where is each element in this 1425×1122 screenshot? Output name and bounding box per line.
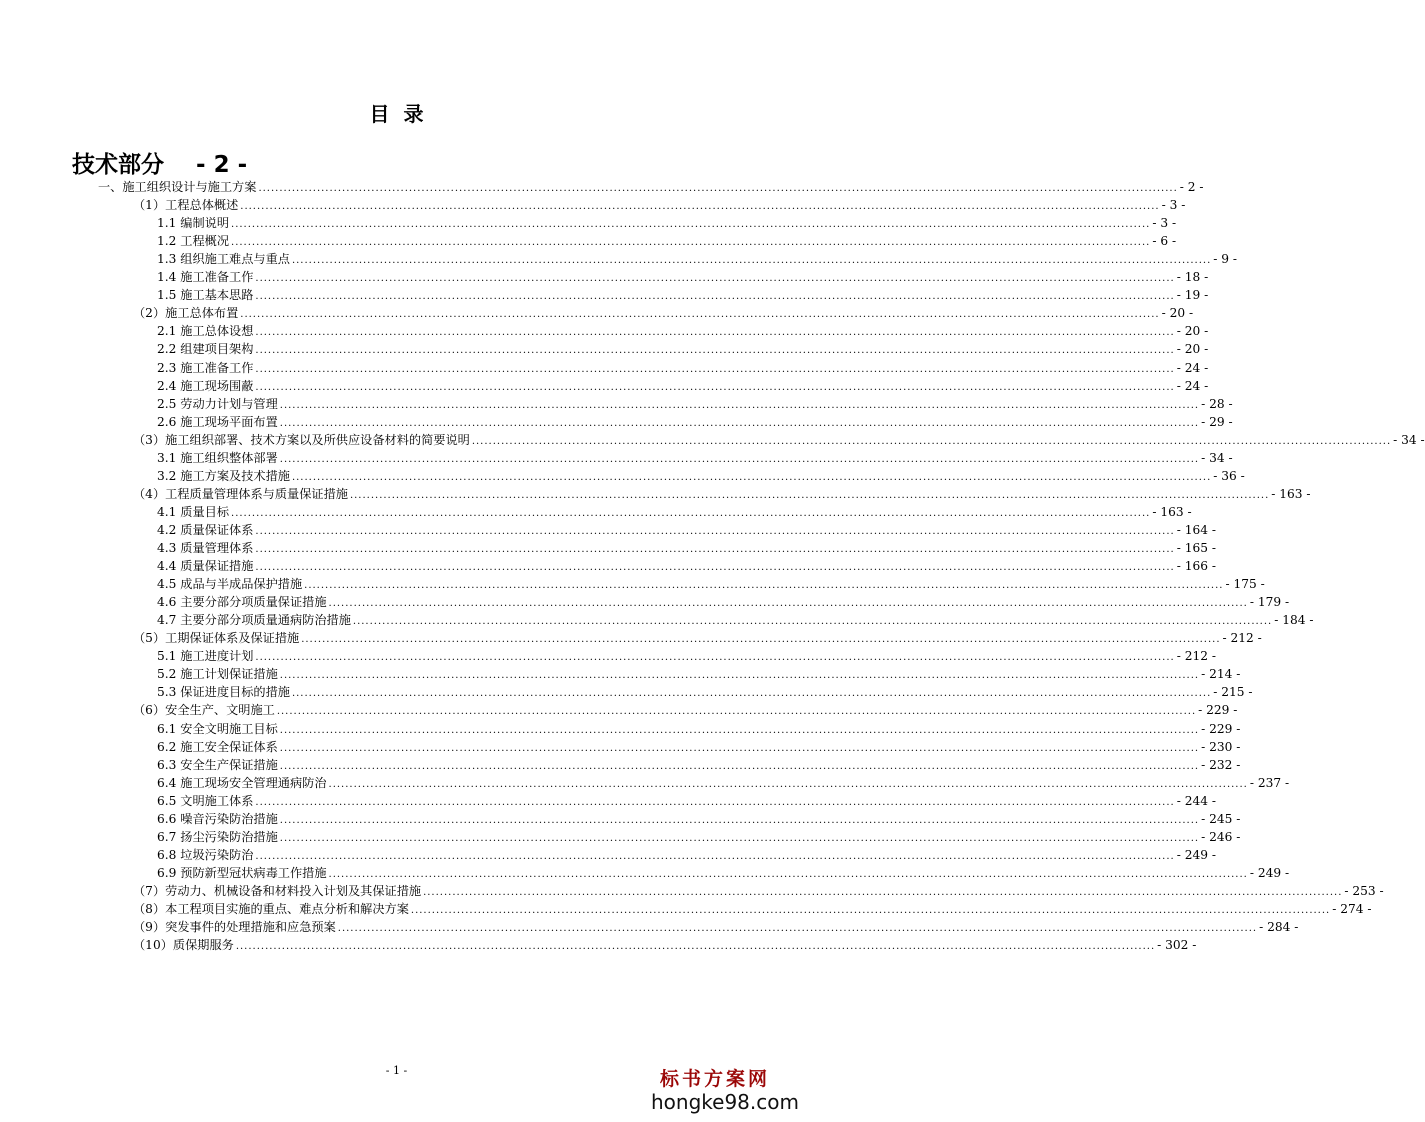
toc-entry-label: 4.4 质量保证措施 <box>157 559 254 574</box>
toc-entry[interactable] <box>157 575 1265 593</box>
toc-entry[interactable] <box>133 304 1194 322</box>
toc-entry-page: - 20 - <box>1176 342 1209 357</box>
toc-entry[interactable] <box>157 359 1209 377</box>
toc-dot-leader: ............................................................................................................................................................................................................................ <box>255 652 1175 664</box>
toc-dot-leader: ............................................................................................................................................................................................................................ <box>255 544 1175 555</box>
toc-dot-leader: ............................................................................................................................................................................................................................ <box>255 345 1175 357</box>
toc-dot-leader: ............................................................................................................................................................................................................................ <box>231 237 1151 249</box>
toc-entry-page: - 20 - <box>1161 306 1194 321</box>
toc-entry[interactable] <box>133 900 1372 918</box>
toc-entry-label: （10）质保期服务 <box>133 938 234 953</box>
toc-entry-label: 3.1 施工组织整体部署 <box>157 450 278 465</box>
toc-entry-label: 4.3 质量管理体系 <box>157 541 254 555</box>
toc-entry-page: - 253 - <box>1344 883 1384 898</box>
toc-entry-page: - 249 - <box>1249 865 1290 880</box>
toc-dot-leader: ............................................................................................................................................................................................................................ <box>240 201 1160 213</box>
toc-entry-page: - 165 - <box>1176 541 1216 555</box>
toc-dot-leader: ............................................................................................................................................................................................................................ <box>258 183 1178 194</box>
toc-entry-page: - 229 - <box>1198 703 1238 718</box>
toc-entry-page: - 244 - <box>1176 793 1216 808</box>
toc-dot-leader: ............................................................................................................................................................................................................................ <box>231 219 1151 231</box>
toc-entry-label: （3）施工组织部署、技术方案以及所供应设备材料的简要说明 <box>133 432 470 447</box>
toc-entry-page: - 237 - <box>1249 775 1290 790</box>
toc-entry-label: 2.5 劳动力计划与管理 <box>157 396 278 411</box>
toc-entry-label: 2.2 组建项目架构 <box>157 342 254 357</box>
toc-dot-leader: ............................................................................................................................................................................................................................ <box>337 923 1258 935</box>
toc-entry[interactable] <box>157 756 1241 774</box>
toc-entry-label: 1.3 组织施工难点与重点 <box>157 252 290 267</box>
toc-entry-page: - 34 - <box>1393 432 1425 447</box>
toc-entry[interactable] <box>133 196 1186 214</box>
toc-dot-leader: ............................................................................................................................................................................................................................ <box>276 706 1197 718</box>
toc-dot-leader: ............................................................................................................................................................................................................................ <box>471 435 1392 447</box>
toc-entry-page: - 184 - <box>1274 613 1314 628</box>
toc-entry-label: 1.4 施工准备工作 <box>157 270 254 285</box>
toc-dot-leader: ............................................................................................................................................................................................................................ <box>231 507 1151 519</box>
toc-entry[interactable] <box>157 665 1241 683</box>
footer-page-number: - 1 - <box>385 1064 408 1077</box>
toc-entry[interactable] <box>157 738 1241 756</box>
toc-entry-label: （5）工期保证体系及保证措施 <box>133 631 300 646</box>
toc-dot-leader: ............................................................................................................................................................................................................................ <box>301 634 1221 646</box>
toc-dot-leader: ............................................................................................................................................................................................................................ <box>240 309 1160 321</box>
toc-dot-leader: ............................................................................................................................................................................................................................ <box>255 291 1175 303</box>
toc-entry[interactable] <box>157 683 1253 701</box>
toc-entry-label: 1.1 编制说明 <box>157 216 230 231</box>
toc-dot-leader: ............................................................................................................................................................................................................................ <box>255 525 1175 537</box>
toc-entry-page: - 24 - <box>1176 378 1209 393</box>
toc-entry-page: - 274 - <box>1332 902 1372 916</box>
toc-entry-label: 2.6 施工现场平面布置 <box>157 414 278 429</box>
toc-entry-page: - 175 - <box>1225 577 1265 592</box>
toc-entry-label: 5.3 保证进度目标的措施 <box>157 685 290 700</box>
toc-entry[interactable] <box>133 701 1238 719</box>
toc-entry-label: 2.3 施工准备工作 <box>157 360 254 375</box>
toc-entry-page: - 212 - <box>1222 631 1262 646</box>
toc-dot-leader: ............................................................................................................................................................................................................................ <box>291 255 1212 267</box>
toc-entry[interactable] <box>133 485 1311 503</box>
toc-dot-leader: ............................................................................................................................................................................................................................ <box>255 327 1175 339</box>
toc-entry-page: - 3 - <box>1152 216 1177 231</box>
toc-dot-leader: ............................................................................................................................................................................................................................ <box>328 598 1248 610</box>
toc-dot-leader: ............................................................................................................................................................................................................................ <box>279 832 1200 844</box>
toc-entry-label: 4.6 主要分部分项质量保证措施 <box>157 595 327 610</box>
toc-entry-label: 4.1 质量目标 <box>157 504 230 519</box>
toc-entry-label: 1.5 施工基本思路 <box>157 288 254 303</box>
toc-entry[interactable] <box>157 810 1241 828</box>
toc-dot-leader: ............................................................................................................................................................................................................................ <box>255 796 1175 808</box>
toc-dot-leader: ............................................................................................................................................................................................................................ <box>255 562 1175 574</box>
toc-entry-page: - 230 - <box>1201 739 1241 754</box>
toc-dot-leader: ............................................................................................................................................................................................................................ <box>235 941 1156 953</box>
toc-entry-page: - 302 - <box>1157 938 1197 953</box>
toc-entry-label: 6.3 安全生产保证措施 <box>157 757 278 772</box>
toc-entry-page: - 6 - <box>1152 234 1177 249</box>
toc-entry-label: 6.5 文明施工体系 <box>157 793 254 808</box>
toc-entry[interactable] <box>157 557 1216 575</box>
toc-entry-page: - 215 - <box>1213 685 1253 700</box>
toc-entry[interactable] <box>157 846 1216 864</box>
toc-dot-leader: ............................................................................................................................................................................................................................ <box>328 778 1248 790</box>
toc-entry[interactable] <box>157 521 1216 539</box>
toc-dot-leader: ............................................................................................................................................................................................................................ <box>279 814 1200 826</box>
toc-entry[interactable] <box>157 774 1290 792</box>
toc-entry-label: 一、施工组织设计与施工方案 <box>98 180 257 194</box>
toc-entry-label: 6.7 扬尘污染防治措施 <box>157 829 278 844</box>
toc-dot-leader: ............................................................................................................................................................................................................................ <box>279 399 1200 411</box>
toc-entry[interactable] <box>98 178 1204 196</box>
toc-entry[interactable] <box>133 936 1197 954</box>
toc-entry[interactable] <box>157 611 1314 629</box>
toc-entry-page: - 179 - <box>1249 595 1290 610</box>
toc-entry-page: - 232 - <box>1201 757 1241 772</box>
toc-dot-leader: ............................................................................................................................................................................................................................ <box>304 580 1224 592</box>
toc-entry[interactable] <box>133 629 1262 647</box>
watermark-logo <box>651 1068 799 1114</box>
toc-entry-label: （2）施工总体布置 <box>133 306 239 321</box>
toc-entry-label: （6）安全生产、文明施工 <box>133 703 275 718</box>
toc-entry-page: - 9 - <box>1213 252 1238 267</box>
toc-dot-leader: ............................................................................................................................................................................................................................ <box>255 381 1175 393</box>
toc-entry-label: （8）本工程项目实施的重点、难点分析和解决方案 <box>133 902 409 916</box>
toc-entry-label: 2.1 施工总体设想 <box>157 324 254 339</box>
toc-entry[interactable] <box>157 792 1216 810</box>
toc-entry-label: 3.2 施工方案及技术措施 <box>157 468 290 483</box>
toc-entry[interactable] <box>157 232 1177 250</box>
toc-entry-label: 6.1 安全文明施工目标 <box>157 721 278 736</box>
toc-entry[interactable] <box>157 720 1241 738</box>
toc-entry-page: - 163 - <box>1271 486 1311 501</box>
toc-dot-leader: ............................................................................................................................................................................................................................ <box>410 905 1331 916</box>
toc-entry-label: （1）工程总体概述 <box>133 198 239 213</box>
toc-entry-page: - 29 - <box>1201 414 1233 429</box>
toc-dot-leader: ............................................................................................................................................................................................................................ <box>423 886 1343 898</box>
toc-entry-label: （9）突发事件的处理措施和应急预案 <box>133 920 336 935</box>
toc-entry[interactable] <box>157 377 1209 395</box>
toc-entry[interactable] <box>133 918 1299 936</box>
toc-entry[interactable] <box>157 828 1241 846</box>
toc-entry-label: 6.8 垃圾污染防治 <box>157 847 254 862</box>
toc-entry-label: 5.1 施工进度计划 <box>157 649 254 664</box>
toc-entry-label: 6.4 施工现场安全管理通病防治 <box>157 775 327 790</box>
toc-dot-leader: ............................................................................................................................................................................................................................ <box>279 453 1200 465</box>
toc-entry-label: 6.9 预防新型冠状病毒工作措施 <box>157 865 327 880</box>
toc-entry-label: （7）劳动力、机械设备和材料投入计划及其保证措施 <box>133 883 422 898</box>
toc-entry-page: - 164 - <box>1176 522 1216 537</box>
toc-entry-page: - 28 - <box>1201 396 1233 411</box>
toc-entry[interactable] <box>157 250 1238 268</box>
toc-entry-page: - 245 - <box>1201 811 1241 826</box>
toc-dot-leader: ............................................................................................................................................................................................................................ <box>279 417 1200 429</box>
toc-dot-leader: ............................................................................................................................................................................................................................ <box>349 489 1270 501</box>
toc-entry-page: - 20 - <box>1176 324 1209 339</box>
toc-entry[interactable] <box>157 593 1290 611</box>
toc-dot-leader: ............................................................................................................................................................................................................................ <box>279 742 1200 754</box>
page-title: 目录 <box>369 102 438 126</box>
toc-entry-label: 4.7 主要分部分项质量通病防治措施 <box>157 613 351 628</box>
toc-dot-leader: ............................................................................................................................................................................................................................ <box>352 616 1273 628</box>
toc-entry-label: 6.2 施工安全保证体系 <box>157 739 278 754</box>
toc-entry-label: 4.5 成品与半成品保护措施 <box>157 577 303 592</box>
toc-entry[interactable] <box>157 539 1216 557</box>
toc-entry[interactable] <box>133 431 1425 449</box>
toc-entry-page: - 24 - <box>1176 360 1209 375</box>
toc-entry[interactable] <box>157 864 1290 882</box>
toc-dot-leader: ............................................................................................................................................................................................................................ <box>291 688 1212 700</box>
toc-entry-page: - 2 - <box>1179 180 1204 194</box>
toc-dot-leader: ............................................................................................................................................................................................................................ <box>279 724 1200 736</box>
toc-entry[interactable] <box>157 467 1245 485</box>
toc-entry-page: - 18 - <box>1176 270 1209 285</box>
toc-entry[interactable] <box>157 395 1233 413</box>
toc-entry-label: （4）工程质量管理体系与质量保证措施 <box>133 486 348 501</box>
toc-entry-page: - 229 - <box>1201 721 1241 736</box>
toc-entry[interactable] <box>157 449 1233 467</box>
toc-entry-page: - 212 - <box>1176 649 1216 664</box>
toc-entry-page: - 214 - <box>1201 667 1241 682</box>
toc-entry-page: - 246 - <box>1201 829 1241 844</box>
toc-entry-label: 6.6 噪音污染防治措施 <box>157 811 278 826</box>
toc-entry[interactable] <box>157 214 1177 232</box>
toc-dot-leader: ............................................................................................................................................................................................................................ <box>255 850 1175 862</box>
toc-entry[interactable] <box>157 322 1209 340</box>
toc-dot-leader: ............................................................................................................................................................................................................................ <box>255 363 1175 375</box>
toc-entry-page: - 284 - <box>1259 920 1299 935</box>
watermark-name: 标书方案网 <box>659 1068 770 1090</box>
toc-dot-leader: ............................................................................................................................................................................................................................ <box>291 471 1212 483</box>
watermark-url: hongke98.com <box>651 1090 799 1114</box>
toc-entry[interactable] <box>157 340 1209 358</box>
toc-entry-page: - 249 - <box>1176 847 1216 862</box>
toc-entry-label: 5.2 施工计划保证措施 <box>157 667 278 682</box>
toc-entry[interactable] <box>157 268 1209 286</box>
toc-entry-page: - 19 - <box>1176 288 1209 303</box>
toc-entry[interactable] <box>157 647 1216 665</box>
section-heading: 技术部分 - 2 - <box>72 152 248 178</box>
toc-entry[interactable] <box>157 286 1209 304</box>
toc-entry[interactable] <box>157 413 1233 431</box>
toc-entry-page: - 34 - <box>1201 450 1233 465</box>
toc-entry-page: - 36 - <box>1213 468 1245 483</box>
toc-dot-leader: ............................................................................................................................................................................................................................ <box>279 760 1200 772</box>
toc-entry-page: - 166 - <box>1176 559 1216 574</box>
toc-entry[interactable] <box>133 882 1384 900</box>
toc-dot-leader: ............................................................................................................................................................................................................................ <box>255 273 1175 285</box>
toc-dot-leader: ............................................................................................................................................................................................................................ <box>328 868 1248 880</box>
toc-entry-label: 2.4 施工现场围蔽 <box>157 378 254 393</box>
toc-entry-label: 4.2 质量保证体系 <box>157 522 254 537</box>
toc-dot-leader: ............................................................................................................................................................................................................................ <box>279 670 1200 682</box>
toc-entry-page: - 3 - <box>1161 198 1186 213</box>
toc-entry[interactable] <box>157 503 1192 521</box>
toc-entry-page: - 163 - <box>1152 504 1192 519</box>
toc-entry-label: 1.2 工程概况 <box>157 234 230 249</box>
